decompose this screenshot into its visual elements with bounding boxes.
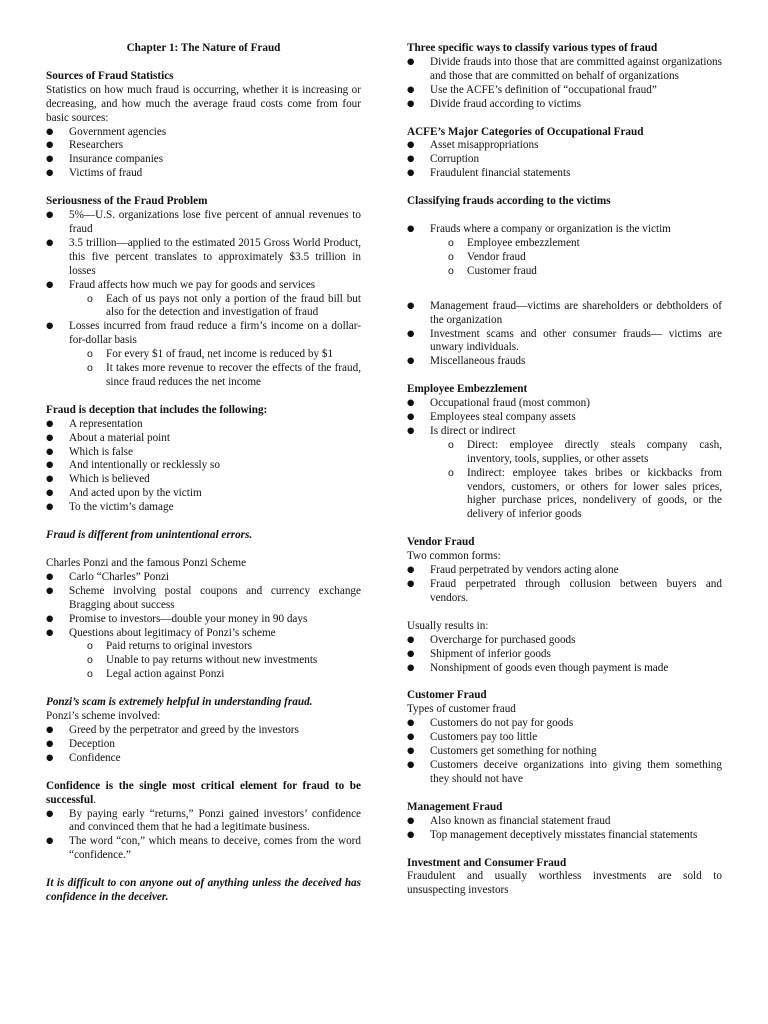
investment-heading: Investment and Consumer Fraud bbox=[407, 856, 567, 869]
ponzi-helpful-intro: Ponzi’s scheme involved: bbox=[46, 710, 161, 723]
chapter-title: Chapter 1: The Nature of Fraud bbox=[126, 42, 281, 54]
victims-list bbox=[407, 223, 722, 279]
list-item: ● Nonshipment of goods even though payment is made bbox=[407, 662, 722, 676]
deception-list bbox=[46, 418, 361, 515]
vendor-heading: Vendor Fraud bbox=[407, 536, 475, 549]
deception-heading: Fraud is deception that includes the following: bbox=[46, 403, 268, 416]
sublist bbox=[87, 293, 361, 321]
list-item bbox=[407, 223, 722, 279]
list-item bbox=[46, 279, 361, 321]
acfe-list bbox=[407, 139, 722, 181]
list-item: ● And acted upon by the victim bbox=[46, 487, 361, 501]
sub-list-item: o Employee embezzlement bbox=[448, 237, 722, 251]
ponzi-list bbox=[46, 571, 361, 682]
list-item: ● Also known as financial statement fraud bbox=[407, 815, 722, 829]
list-item: ● By paying early “returns,” Ponzi gained investors’ confidence and convinced them that he had a legitimate business. bbox=[46, 808, 361, 836]
sources-list bbox=[46, 126, 361, 182]
list-item bbox=[46, 320, 361, 390]
list-item: ● Customers deceive organizations into giving them something they should not have bbox=[407, 759, 722, 787]
list-item bbox=[407, 425, 722, 522]
list-item: ● Asset misappropriations bbox=[407, 139, 722, 153]
sub-list-item: o For every $1 of fraud, net income is reduced by $1 bbox=[87, 348, 361, 362]
vendor-intro: Two common forms: bbox=[407, 550, 501, 563]
list-item: ● To the victim’s damage bbox=[46, 501, 361, 515]
list-item: ● Customers get something for nothing bbox=[407, 745, 722, 759]
list-item: ● The word “con,” which means to deceive, comes from the word “confidence.” bbox=[46, 835, 361, 863]
list-item: ● Customers pay too little bbox=[407, 731, 722, 745]
ponzi-helpful-list bbox=[46, 724, 361, 766]
confidence-heading-text: Confidence is the single most critical element for fraud to be successful bbox=[46, 779, 361, 806]
victims-heading: Classifying frauds according to the victims bbox=[407, 195, 611, 208]
left-column bbox=[46, 42, 361, 905]
list-item: ● Deception bbox=[46, 738, 361, 752]
sub-list-item: o Paid returns to original investors bbox=[87, 640, 361, 654]
sublist bbox=[448, 439, 722, 522]
sublist bbox=[87, 640, 361, 682]
sublist bbox=[87, 348, 361, 390]
list-item: ● Which is believed bbox=[46, 473, 361, 487]
seriousness-heading: Seriousness of the Fraud Problem bbox=[46, 195, 208, 208]
list-item: ● Divide frauds into those that are committed against organizations and those that are committed on behalf of organizations bbox=[407, 56, 722, 84]
sub-list-item: o Each of us pays not only a portion of the fraud bill but also for the detection and investigation of fraud bbox=[87, 293, 361, 321]
investment-text: Fraudulent and usually worthless investments are sold to unsuspecting investors bbox=[407, 870, 722, 897]
confidence-list bbox=[46, 808, 361, 864]
vendor-results-list bbox=[407, 634, 722, 676]
sources-intro: Statistics on how much fraud is occurring, whether it is increasing or decreasing, and how much the average fraud costs come from four basic sources: bbox=[46, 83, 361, 124]
sub-list-item: o Vendor fraud bbox=[448, 251, 722, 265]
list-item: ● A representation bbox=[46, 418, 361, 432]
unintentional-errors-statement: Fraud is different from unintentional errors. bbox=[46, 529, 253, 542]
list-item-text: Is direct or indirect bbox=[430, 424, 516, 437]
customer-intro: Types of customer fraud bbox=[407, 703, 516, 716]
acfe-heading: ACFE’s Major Categories of Occupational Fraud bbox=[407, 125, 644, 138]
sublist bbox=[448, 237, 722, 279]
list-item-text: Questions about legitimacy of Ponzi’s scheme bbox=[69, 626, 276, 639]
management-heading: Management Fraud bbox=[407, 800, 503, 813]
list-item: ● Government agencies bbox=[46, 126, 361, 140]
ponzi-helpful-heading: Ponzi’s scam is extremely helpful in understanding fraud. bbox=[46, 696, 313, 709]
sources-heading: Sources of Fraud Statistics bbox=[46, 69, 174, 82]
list-item-text: Frauds where a company or organization is the victim bbox=[430, 223, 671, 236]
closing-quote: It is difficult to con anyone out of anything unless the deceived has confidence in the deceiver. bbox=[46, 877, 361, 904]
list-item: ● Employees steal company assets bbox=[407, 411, 722, 425]
list-item: ● And intentionally or recklessly so bbox=[46, 459, 361, 473]
sub-list-item: o Legal action against Ponzi bbox=[87, 668, 361, 682]
sub-list-item: o It takes more revenue to recover the effects of the fraud, since fraud reduces the net income bbox=[87, 362, 361, 390]
seriousness-list bbox=[46, 209, 361, 390]
embezzlement-list bbox=[407, 397, 722, 522]
management-list bbox=[407, 815, 722, 843]
sub-list-item: o Indirect: employee takes bribes or kickbacks from vendors, customers, or others for lower sales prices, higher purchase prices, nondelivery of goods, or the delivery of inferior goods bbox=[448, 467, 722, 523]
list-item: ● Insurance companies bbox=[46, 153, 361, 167]
classify-list bbox=[407, 56, 722, 112]
list-item bbox=[46, 627, 361, 683]
vendor-list bbox=[407, 564, 722, 606]
list-item: ● Occupational fraud (most common) bbox=[407, 397, 722, 411]
embezzlement-heading: Employee Embezzlement bbox=[407, 383, 528, 396]
list-item: ● Use the ACFE’s definition of “occupational fraud” bbox=[407, 84, 722, 98]
victims-list-2 bbox=[407, 300, 722, 370]
list-item: ● 5%—U.S. organizations lose five percent of annual revenues to fraud bbox=[46, 209, 361, 237]
list-item: ● Management fraud—victims are shareholders or debtholders of the organization bbox=[407, 300, 722, 328]
right-column bbox=[407, 42, 722, 898]
classify-heading: Three specific ways to classify various types of fraud bbox=[407, 42, 658, 54]
list-item: ● Investment scams and other consumer frauds— victims are unwary individuals. bbox=[407, 328, 722, 356]
list-item: ● Shipment of inferior goods bbox=[407, 648, 722, 662]
list-item: ● Fraudulent financial statements bbox=[407, 167, 722, 181]
ponzi-heading: Charles Ponzi and the famous Ponzi Scheme bbox=[46, 557, 247, 569]
list-item: ● Fraud perpetrated by vendors acting alone bbox=[407, 564, 722, 578]
sub-list-item: o Direct: employee directly steals company cash, inventory, tools, supplies, or other assets bbox=[448, 439, 722, 467]
customer-list bbox=[407, 717, 722, 787]
list-item: ● Divide fraud according to victims bbox=[407, 98, 722, 112]
confidence-heading bbox=[46, 780, 361, 808]
list-item: ● Corruption bbox=[407, 153, 722, 167]
list-item: ● About a material point bbox=[46, 432, 361, 446]
sub-list-item: o Customer fraud bbox=[448, 265, 722, 279]
list-item: ● Carlo “Charles” Ponzi bbox=[46, 571, 361, 585]
sub-list-item: o Unable to pay returns without new investments bbox=[87, 654, 361, 668]
list-item: ● Overcharge for purchased goods bbox=[407, 634, 722, 648]
list-item: ● Greed by the perpetrator and greed by the investors bbox=[46, 724, 361, 738]
list-item: ● Confidence bbox=[46, 752, 361, 766]
list-item: ● Top management deceptively misstates financial statements bbox=[407, 829, 722, 843]
list-item: ● Victims of fraud bbox=[46, 167, 361, 181]
list-item-text: Fraud affects how much we pay for goods and services bbox=[69, 278, 316, 291]
list-item: ● Miscellaneous frauds bbox=[407, 355, 722, 369]
confidence-heading-period: . bbox=[93, 793, 97, 806]
list-item: ● 3.5 trillion—applied to the estimated 2015 Gross World Product, this five percent translates to approximately $3.5 trillion in losses bbox=[46, 237, 361, 279]
list-item: ● Researchers bbox=[46, 139, 361, 153]
list-item: ● Customers do not pay for goods bbox=[407, 717, 722, 731]
list-item: ● Promise to investors—double your money in 90 days bbox=[46, 613, 361, 627]
vendor-results-intro: Usually results in: bbox=[407, 619, 489, 632]
list-item: ● Scheme involving postal coupons and currency exchange Bragging about success bbox=[46, 585, 361, 613]
list-item: ● Fraud perpetrated through collusion between buyers and vendors. bbox=[407, 578, 722, 606]
list-item-text: Losses incurred from fraud reduce a firm’s income on a dollar-for-dollar basis bbox=[69, 320, 361, 347]
customer-heading: Customer Fraud bbox=[407, 689, 487, 702]
list-item: ● Which is false bbox=[46, 446, 361, 460]
